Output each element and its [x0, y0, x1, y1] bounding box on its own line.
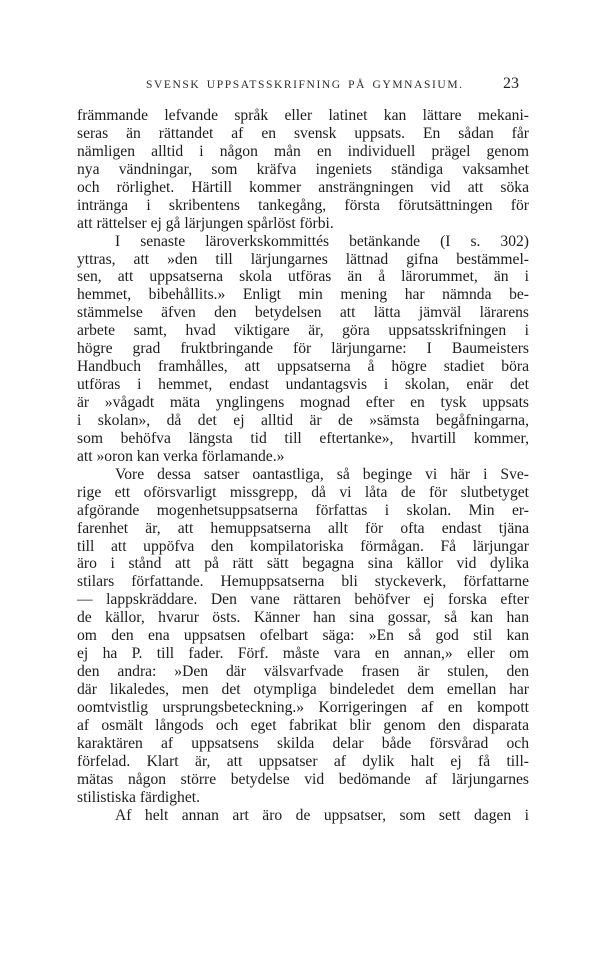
text-line: och rörlighet. Härtill kommer ansträngningen vid att söka: [77, 178, 529, 196]
text-line: I senaste läroverkskommittés betänkande (I s. 302): [115, 232, 529, 250]
text-line: i skolan», då det ej alltid är de »sämsta begåfningarna,: [77, 411, 529, 429]
text-line: stämmelse äfven den betydelsen att lätta jämväl lärarens: [77, 304, 529, 322]
text-line: mätas någon större betydelse vid bedömande af lärjungarnes: [77, 770, 529, 788]
text-line: intränga i skribentens tankegång, första förutsättningen för: [77, 196, 529, 214]
text-line: ej ha P. till fader. Förf. måste vara en annan,» eller om: [77, 645, 529, 663]
text-line: Af helt annan art äro de uppsatser, som sett dagen i: [115, 806, 529, 824]
text-line: yttras, att »den till lärjungarnes lättnad gifna bestämmel-: [77, 250, 529, 268]
text-line: seras än rättandet af en svensk uppsats. En sådan får: [77, 124, 529, 142]
running-title: SVENSK UPPSATSSKRIFNING PÅ GYMNASIUM.: [146, 79, 464, 91]
text-line: stilars författande. Hemuppsatserna bli styckeverk, författarne: [77, 573, 529, 591]
text-line: äro i stånd att på rätt sätt begagna sina källor vid dylika: [77, 555, 529, 573]
running-header: [0, 75, 608, 99]
text-line: som behöfva längsta tid till eftertanke», hvartill kommer,: [77, 429, 529, 447]
text-line: oomtvistlig ursprungsbeteckning.» Korrigeringen af en kompott: [77, 698, 529, 716]
text-line: där likaledes, men det otympliga bindeledet dem emellan har: [77, 681, 529, 698]
text-line: nämligen alltid i någon mån en individuell prägel genom: [77, 142, 529, 160]
text-line: om den ena uppsatsen ofelbart säga: »En så god stil kan: [77, 627, 529, 645]
text-line: arbete samt, hvad viktigare är, göra uppsatsskrifningen i: [77, 322, 529, 340]
text-line: Handbuch framhålles, att uppsatserna å högre stadiet böra: [77, 358, 529, 376]
text-line: afgörande mogenhetsuppsatserna författas i skolan. Min er-: [77, 501, 529, 519]
text-line: sen, att uppsatserna skola utföras än å lärorummet, än i: [77, 268, 529, 286]
text-line: att rättelser ej gå lärjungen spårlöst förbi.: [77, 214, 334, 232]
text-line: rige ett oförsvarligt missgrepp, då vi låta de för slutbetyget: [77, 483, 529, 501]
text-line: främmande lefvande språk eller latinet kan lättare mekani-: [77, 107, 529, 124]
text-line: Vore dessa satser oantastliga, så beginge vi här i Sve-: [115, 465, 529, 483]
text-line: af osmält långods och eget fabrikat blir genom den disparata: [77, 716, 529, 734]
text-line: karaktären af uppsatsens skilda delar både försvårad och: [77, 734, 529, 752]
text-line: utföras i hemmet, endast undantagsvis i skolan, enär det: [77, 376, 529, 394]
text-line: — lappskräddare. Den vane rättaren behöfver ej forska efter: [77, 591, 529, 609]
text-line: nya vändningar, som kräfva ingeniets ständiga vaksamhet: [77, 160, 529, 178]
text-line: farenhet är, att hemuppsatserna allt för ofta endast tjäna: [77, 519, 529, 537]
text-line: den andra: »Den där välsvarfvade frasen är stulen, den: [77, 663, 529, 681]
text-line: är »vågadt mäta ynglingens mognad efter en tysk uppsats: [77, 394, 529, 411]
text-line: att »oron kan verka förlamande.»: [77, 447, 285, 465]
text-line: högre grad fruktbringande för lärjungarne: I Baumeisters: [77, 340, 529, 358]
text-line: förfelad. Klart är, att uppsatser af dylik halt ej få till-: [77, 752, 529, 770]
page-number: 23: [503, 75, 519, 92]
text-line: stilistiska färdighet.: [77, 788, 200, 806]
text-line: hemmet, bibehållits.» Enligt min mening har nämnda be-: [77, 286, 529, 304]
text-line: till att uppöfva den kompilatoriska förmågan. Få lärjungar: [77, 537, 529, 555]
body-text: [77, 107, 529, 825]
text-line: de källor, hvarur östs. Känner han sina gossar, så kan han: [77, 609, 529, 627]
